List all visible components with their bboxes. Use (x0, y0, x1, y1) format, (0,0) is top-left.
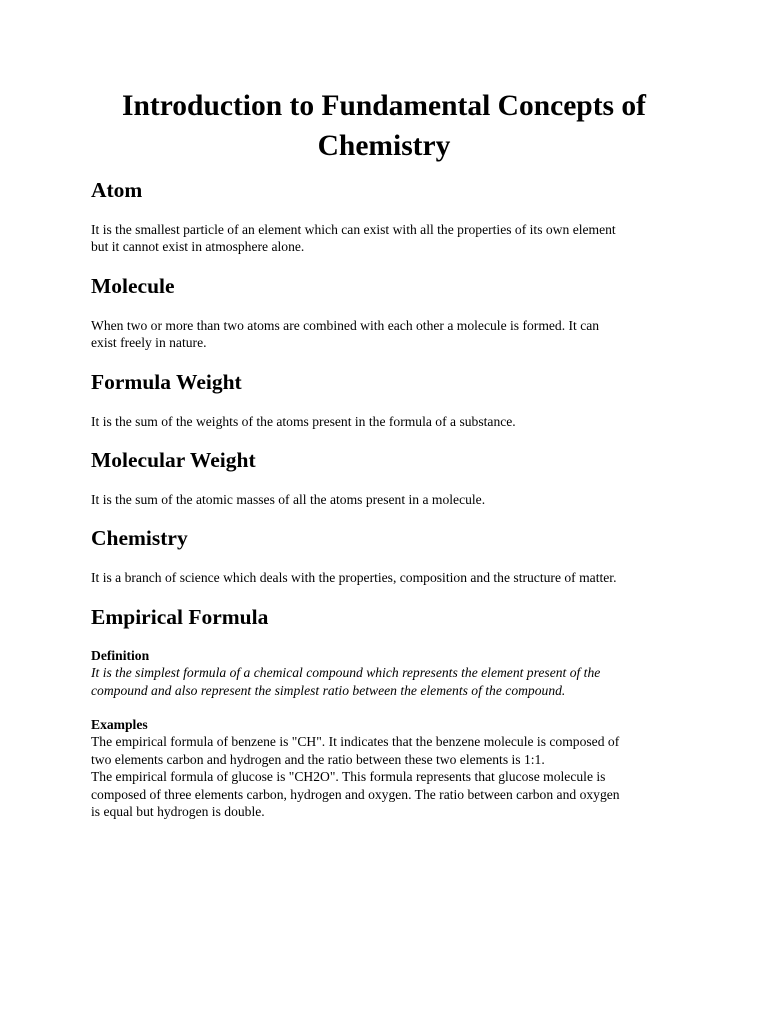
definition-line: compound and also represent the simplest ratio between the elements of the compound. (91, 682, 566, 698)
paragraph-formula-weight (91, 413, 691, 430)
paragraph-line: It is a branch of science which deals with the properties, composition and the structure of matter. (91, 570, 617, 585)
example-line: composed of three elements carbon, hydrogen and oxygen. The ratio between carbon and oxygen (91, 786, 620, 802)
definition-block (91, 647, 691, 699)
examples-block (91, 716, 691, 820)
example-line: The empirical formula of glucose is "CH2O". This formula represents that glucose molecule is (91, 769, 606, 785)
paragraph-line: but it cannot exist in atmosphere alone. (91, 239, 305, 255)
heading-empirical-formula: Empirical Formula (91, 605, 269, 629)
paragraph-line: It is the sum of the weights of the atoms present in the formula of a substance. (91, 414, 516, 429)
heading-molecule: Molecule (91, 274, 175, 298)
title-line-1: Introduction to Fundamental Concepts of (122, 90, 646, 122)
heading-chemistry: Chemistry (91, 526, 188, 550)
example-line: is equal but hydrogen is double. (91, 804, 265, 820)
example-line: The empirical formula of benzene is "CH". It indicates that the benzene molecule is composed of (91, 734, 620, 750)
definition-line: It is the simplest formula of a chemical compound which represents the element present of the (91, 665, 601, 681)
example-line: two elements carbon and hydrogen and the ratio between these two elements is 1:1. (91, 751, 545, 767)
paragraph-chemistry (91, 569, 691, 586)
paragraph-line: It is the smallest particle of an element which can exist with all the properties of its own element (91, 222, 616, 237)
heading-formula-weight: Formula Weight (91, 370, 242, 394)
title-line-2: Chemistry (317, 130, 451, 162)
definition-label: Definition (91, 648, 150, 663)
paragraph-atom (91, 221, 691, 256)
heading-molecular-weight: Molecular Weight (91, 448, 256, 472)
heading-atom: Atom (91, 178, 143, 202)
document-title (60, 86, 708, 166)
paragraph-line: It is the sum of the atomic masses of all the atoms present in a molecule. (91, 492, 486, 507)
paragraph-molecule (91, 317, 691, 352)
examples-label: Examples (91, 717, 148, 732)
paragraph-line: When two or more than two atoms are combined with each other a molecule is formed. It can (91, 318, 600, 333)
paragraph-line: exist freely in nature. (91, 335, 207, 351)
paragraph-molecular-weight (91, 491, 691, 508)
